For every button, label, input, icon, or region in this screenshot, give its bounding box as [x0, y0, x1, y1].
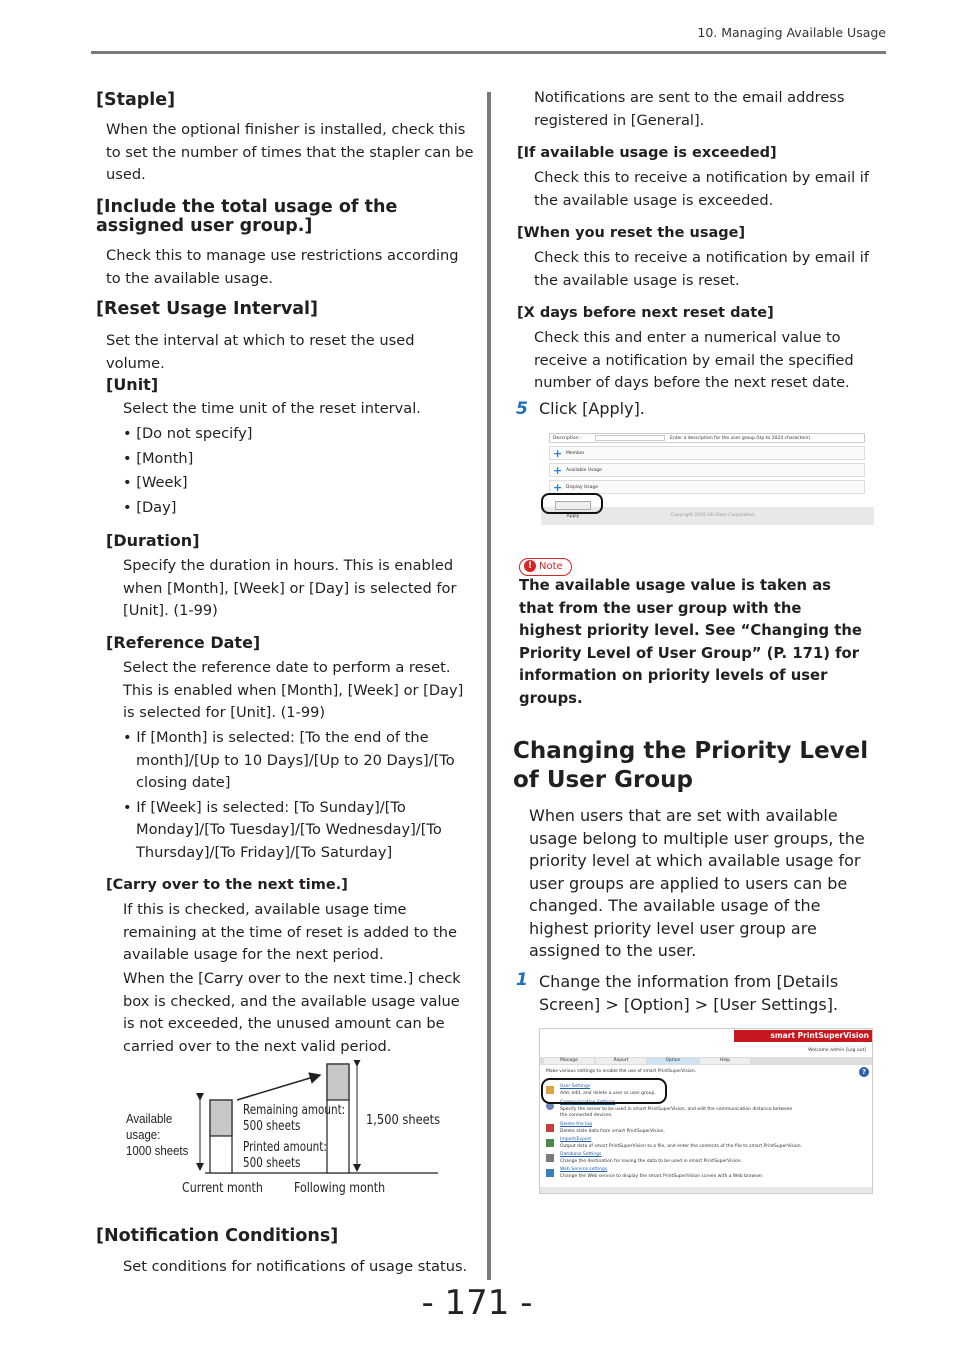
- x-days-heading: [X days before next reset date]: [517, 305, 774, 321]
- list-item: • [Week]: [123, 472, 463, 495]
- available-label: Available usage: 1000 sheets: [126, 1111, 189, 1158]
- unit-options: [123, 423, 463, 521]
- highlight-circle: [541, 1078, 667, 1104]
- unit-body: Select the time unit of the reset interval.: [123, 400, 421, 417]
- note-badge: [519, 554, 572, 576]
- include-body: Check this to manage use restrictions according to the available usage.: [106, 247, 459, 287]
- option-desc: Specify the server to be used in smart PrintSuperVision, and edit the communication distance between the connected devices.: [560, 1107, 793, 1118]
- section-body: When users that are set with available usage belong to multiple user groups, the priority level at which available usage for user groups are applied to users can be changed. The available usage of the highest priority level user group are assigned to the user.: [529, 806, 865, 960]
- row-label: Display Usage: [566, 485, 599, 490]
- database-icon: [546, 1154, 554, 1162]
- help-icon[interactable]: ?: [859, 1067, 869, 1077]
- step-1: [516, 970, 861, 1016]
- notification-heading: [Notification Conditions]: [96, 1226, 339, 1246]
- description-label: Description :: [553, 436, 582, 441]
- copyright: Copyright 2016 Oki Data Corporation: [671, 513, 755, 518]
- when-reset-heading: [When you reset the usage]: [517, 225, 746, 241]
- delete-log-link[interactable]: Delete the log: [560, 1122, 592, 1127]
- duration-heading: [Duration]: [106, 531, 200, 550]
- step-number: 5: [516, 399, 528, 419]
- tab-manage[interactable]: Manage: [544, 1058, 594, 1064]
- list-item: • [Day]: [123, 497, 463, 520]
- brand-logo: smart PrintSuperVision: [734, 1030, 873, 1042]
- column-divider: [487, 92, 491, 1280]
- available-usage-row[interactable]: [549, 463, 865, 477]
- expand-plus-icon[interactable]: +: [553, 447, 563, 460]
- option-screenshot: [539, 1028, 873, 1194]
- step-text: Change the information from [Details Screen] > [Option] > [User Settings].: [539, 972, 839, 1014]
- page-number: - 171 -: [421, 1283, 533, 1323]
- step-5: [516, 397, 645, 420]
- note-text: The available usage value is taken as that from the user group with the highest priority level. See “Changing the Priority Level of User Group” (P. 171) for information on priority levels of user groups.: [519, 577, 862, 707]
- carry-body-2: When the [Carry over to the next time.] check box is checked, and the available usage value is not exceeded, the unused amount can be carried over to the next valid period.: [123, 970, 461, 1055]
- reference-options: [123, 727, 473, 866]
- description-hint: Enter a description for the user group.(Up to 1024 characters): [670, 436, 811, 441]
- x-days-body: Check this and enter a numerical value to receive a notification by email the specified number of days before the next reset date.: [534, 329, 854, 391]
- note-label: Note: [539, 561, 563, 572]
- current-bar-remaining: [210, 1100, 232, 1136]
- option-desc: Change the destination for saving the data to be used in smart PrintSuperVision.: [560, 1159, 742, 1164]
- printed-label: Printed amount: 500 sheets: [243, 1140, 327, 1171]
- carry-body-1: If this is checked, available usage time remaining at the time of reset is added to the available usage for the next period.: [123, 901, 458, 963]
- apply-screenshot: [541, 430, 874, 525]
- tab-bar: [540, 1057, 873, 1065]
- unit-heading: [Unit]: [106, 375, 159, 394]
- staple-body: When the optional finisher is installed, check this to set the number of times that the stapler can be used.: [106, 121, 474, 183]
- list-item: • [Do not specify]: [123, 423, 463, 446]
- footer-bar: [540, 1187, 873, 1194]
- display-usage-row[interactable]: [549, 480, 865, 494]
- brand-bar: [540, 1029, 873, 1043]
- expand-plus-icon[interactable]: +: [553, 481, 563, 494]
- row-label: Available Usage: [566, 468, 602, 473]
- description-input[interactable]: [595, 435, 665, 441]
- option-desc: Add, edit, and delete a user or user group.: [560, 1091, 656, 1096]
- following-bar-carried: [327, 1064, 349, 1100]
- exceeded-body: Check this to receive a notification by email if the available usage is exceeded.: [534, 169, 869, 209]
- carry-heading: [Carry over to the next time.]: [106, 877, 348, 893]
- member-row[interactable]: [549, 446, 865, 460]
- notification-body: Set conditions for notifications of usage status.: [123, 1258, 468, 1275]
- reference-heading: [Reference Date]: [106, 633, 261, 652]
- delete-icon: [546, 1124, 554, 1132]
- reset-body: Set the interval at which to reset the used volume.: [106, 332, 415, 372]
- tab-help[interactable]: Help: [700, 1058, 750, 1064]
- user-settings-link[interactable]: User Settings: [560, 1084, 591, 1089]
- row-label: Member: [566, 451, 585, 456]
- current-month-label: Current month: [182, 1181, 263, 1196]
- list-item: • If [Month] is selected: [To the end of the month]/[Up to 10 Days]/[Up to 20 Days]/[To closing date]: [123, 727, 473, 795]
- running-header: 10. Managing Available Usage: [697, 25, 886, 40]
- option-desc: Change the Web service to display the smart PrintSuperVision screen with a Web browser.: [560, 1174, 764, 1179]
- section-title: Changing the Priority Level of User Group: [513, 738, 869, 793]
- remaining-label: Remaining amount: 500 sheets: [243, 1103, 346, 1134]
- option-desc: Output data of smart PrintSuperVision to a file, and enter the contents of the file to smart PrintSuperVision.: [560, 1144, 803, 1149]
- database-settings-link[interactable]: Database Settings: [560, 1152, 602, 1157]
- exceeded-heading: [If available usage is exceeded]: [517, 145, 777, 161]
- total-label: 1,500 sheets: [366, 1113, 441, 1128]
- option-desc: Delete stale data from smart PrintSuperVision.: [560, 1129, 665, 1134]
- include-heading: [Include the total usage of the assigned user group.]: [96, 197, 398, 236]
- following-month-label: Following month: [294, 1181, 386, 1196]
- communication-settings-link[interactable]: Communication Settings: [560, 1100, 616, 1105]
- tab-option[interactable]: Option: [648, 1058, 698, 1064]
- list-item: • [Month]: [123, 448, 463, 471]
- apply-label: Apply: [566, 514, 580, 519]
- step-number: 1: [516, 970, 528, 990]
- highlight-circle: [541, 493, 603, 514]
- header-rule: [91, 51, 886, 54]
- web-service-link[interactable]: Web Service settings: [560, 1167, 608, 1172]
- list-item: • If [Week] is selected: [To Sunday]/[To Monday]/[To Tuesday]/[To Wednesday]/[To Thursday]/[To Friday]/[To Saturday]: [123, 797, 473, 865]
- reference-body: Select the reference date to perform a reset. This is enabled when [Month], [Week] or [Day] is selected for [Unit]. (1-99): [123, 659, 464, 721]
- reset-heading: [Reset Usage Interval]: [96, 299, 319, 319]
- import-export-icon: [546, 1139, 554, 1147]
- tab-report[interactable]: Report: [596, 1058, 646, 1064]
- expand-plus-icon[interactable]: +: [553, 464, 563, 477]
- notify-intro: Notifications are sent to the email address registered in [General].: [534, 89, 845, 129]
- carry-arrow: [237, 1075, 320, 1100]
- option-intro: Make various settings to enable the use of smart PrintSuperVision.: [546, 1069, 697, 1074]
- duration-body: Specify the duration in hours. This is enabled when [Month], [Week] or [Day] is selected for [Unit]. (1-99): [123, 557, 457, 619]
- web-service-icon: [546, 1169, 554, 1177]
- description-row: [549, 433, 865, 443]
- step-text: Click [Apply].: [538, 399, 645, 418]
- when-reset-body: Check this to receive a notification by email if the available usage is reset.: [534, 249, 869, 289]
- welcome-text[interactable]: Welcome admin [Log out]: [808, 1048, 866, 1053]
- staple-heading: [Staple]: [96, 90, 176, 110]
- import-export-link[interactable]: Import/Export: [560, 1137, 592, 1142]
- exclamation-icon: !: [524, 560, 536, 572]
